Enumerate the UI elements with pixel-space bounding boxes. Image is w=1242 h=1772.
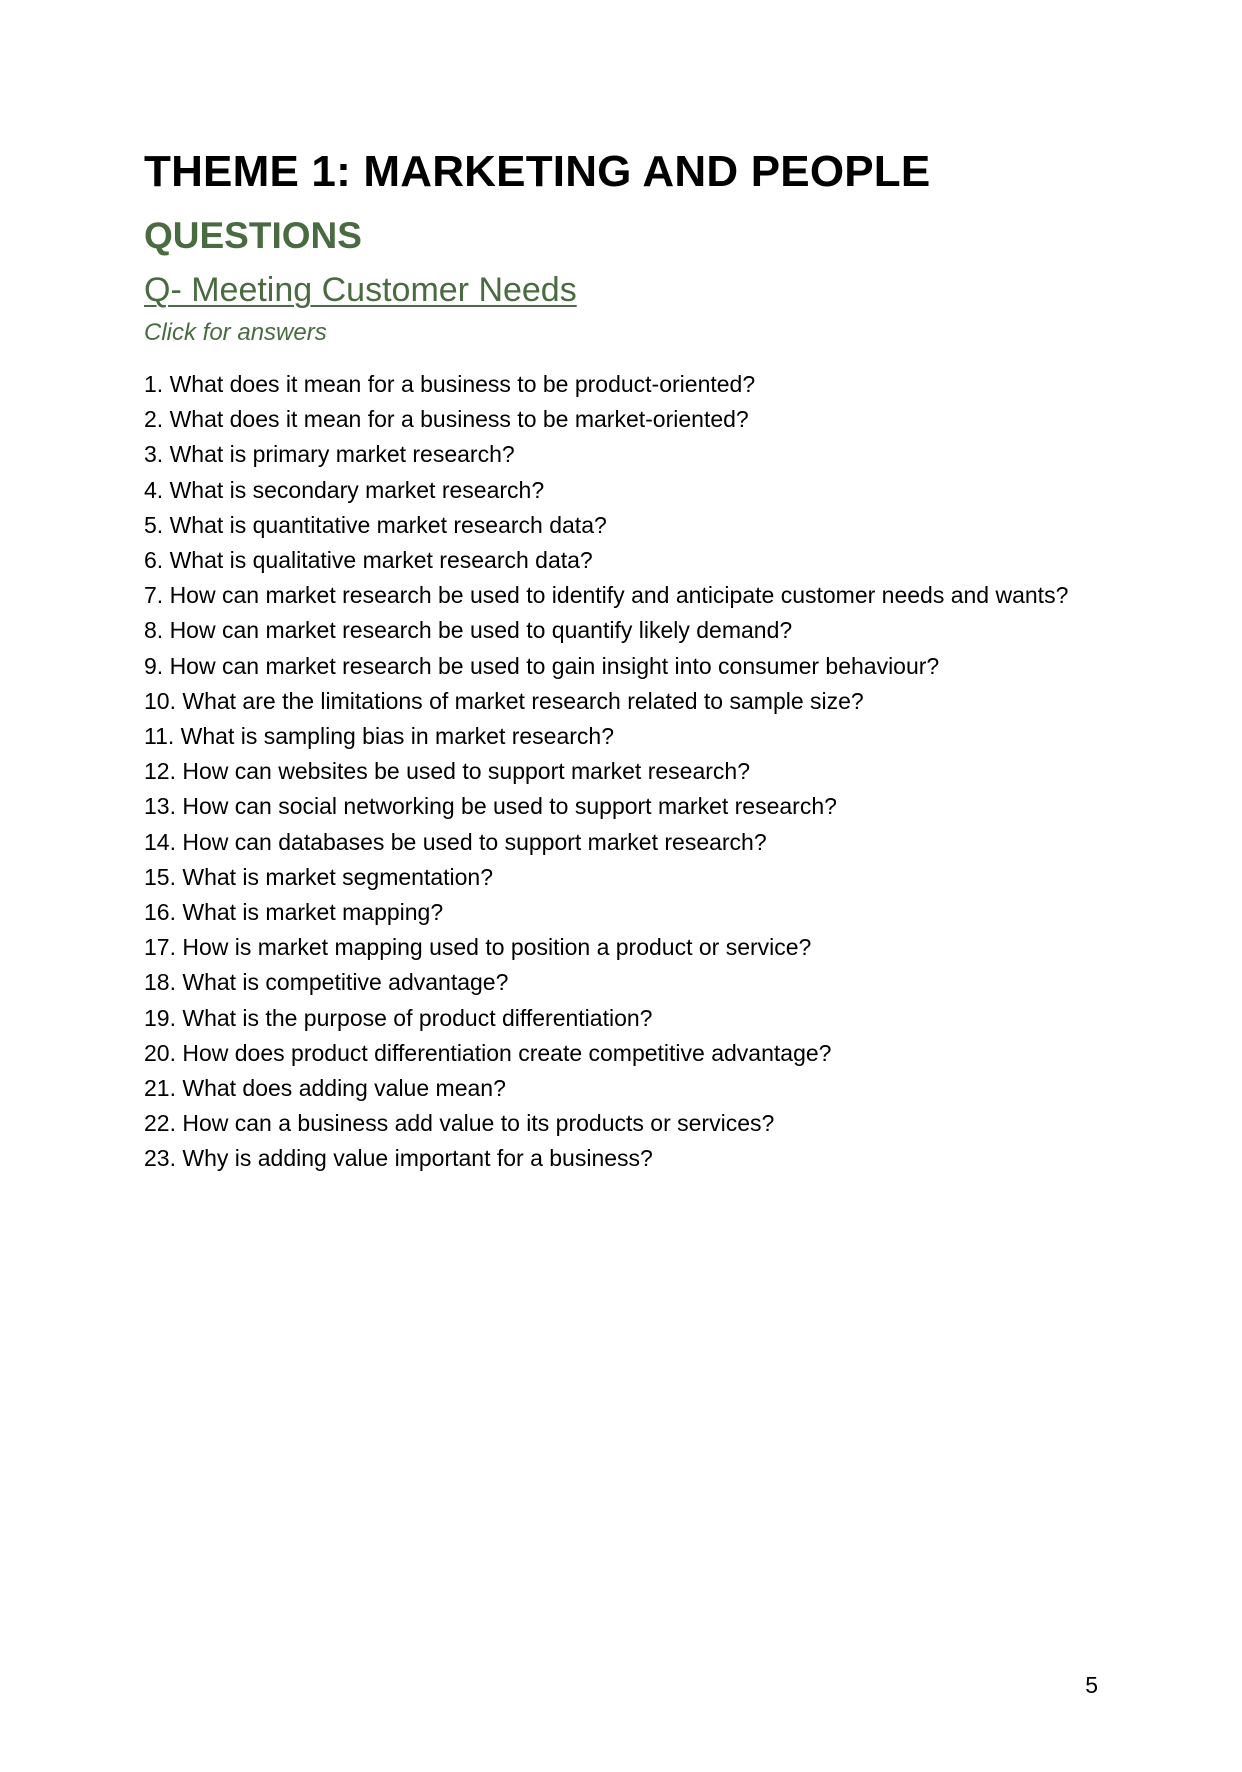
page-content xyxy=(144,145,1144,1177)
question-item: 14. How can databases be used to support market research? xyxy=(144,828,767,855)
question-item: 7. How can market research be used to identify and anticipate customer needs and wants? xyxy=(144,582,1069,609)
question-item: 23. Why is adding value important for a business? xyxy=(144,1145,653,1172)
theme-title: THEME 1: MARKETING AND PEOPLE xyxy=(144,147,931,196)
question-item: 12. How can websites be used to support market research? xyxy=(144,758,750,785)
answers-link[interactable]: Click for answers xyxy=(144,319,327,346)
question-item: 20. How does product differentiation create competitive advantage? xyxy=(144,1039,832,1066)
question-item: 10. What are the limitations of market research related to sample size? xyxy=(144,687,864,714)
question-item: 11. What is sampling bias in market research? xyxy=(144,723,614,750)
question-item: 13. How can social networking be used to support market research? xyxy=(144,793,837,820)
question-item: 2. What does it mean for a business to be market-oriented? xyxy=(144,406,749,433)
question-item: 9. How can market research be used to gain insight into consumer behaviour? xyxy=(144,652,940,679)
question-item: 5. What is quantitative market research data? xyxy=(144,511,607,538)
question-item: 21. What does adding value mean? xyxy=(144,1075,506,1102)
question-item: 15. What is market segmentation? xyxy=(144,863,493,890)
section-heading: QUESTIONS xyxy=(144,215,362,256)
question-item: 8. How can market research be used to quantify likely demand? xyxy=(144,617,793,644)
question-item: 19. What is the purpose of product differentiation? xyxy=(144,1004,653,1031)
topic-link[interactable]: Q- Meeting Customer Needs xyxy=(144,271,577,309)
question-item: 16. What is market mapping? xyxy=(144,899,444,926)
question-item: 17. How is market mapping used to position a product or service? xyxy=(144,934,812,961)
question-item: 4. What is secondary market research? xyxy=(144,476,545,503)
page-number: 5 xyxy=(1085,1672,1098,1698)
question-list xyxy=(144,367,1144,1177)
question-item: 22. How can a business add value to its products or services? xyxy=(144,1110,775,1137)
question-item: 1. What does it mean for a business to be product-oriented? xyxy=(144,371,756,397)
question-item: 6. What is qualitative market research data? xyxy=(144,547,593,574)
question-item: 3. What is primary market research? xyxy=(144,441,515,468)
question-item: 18. What is competitive advantage? xyxy=(144,969,509,996)
